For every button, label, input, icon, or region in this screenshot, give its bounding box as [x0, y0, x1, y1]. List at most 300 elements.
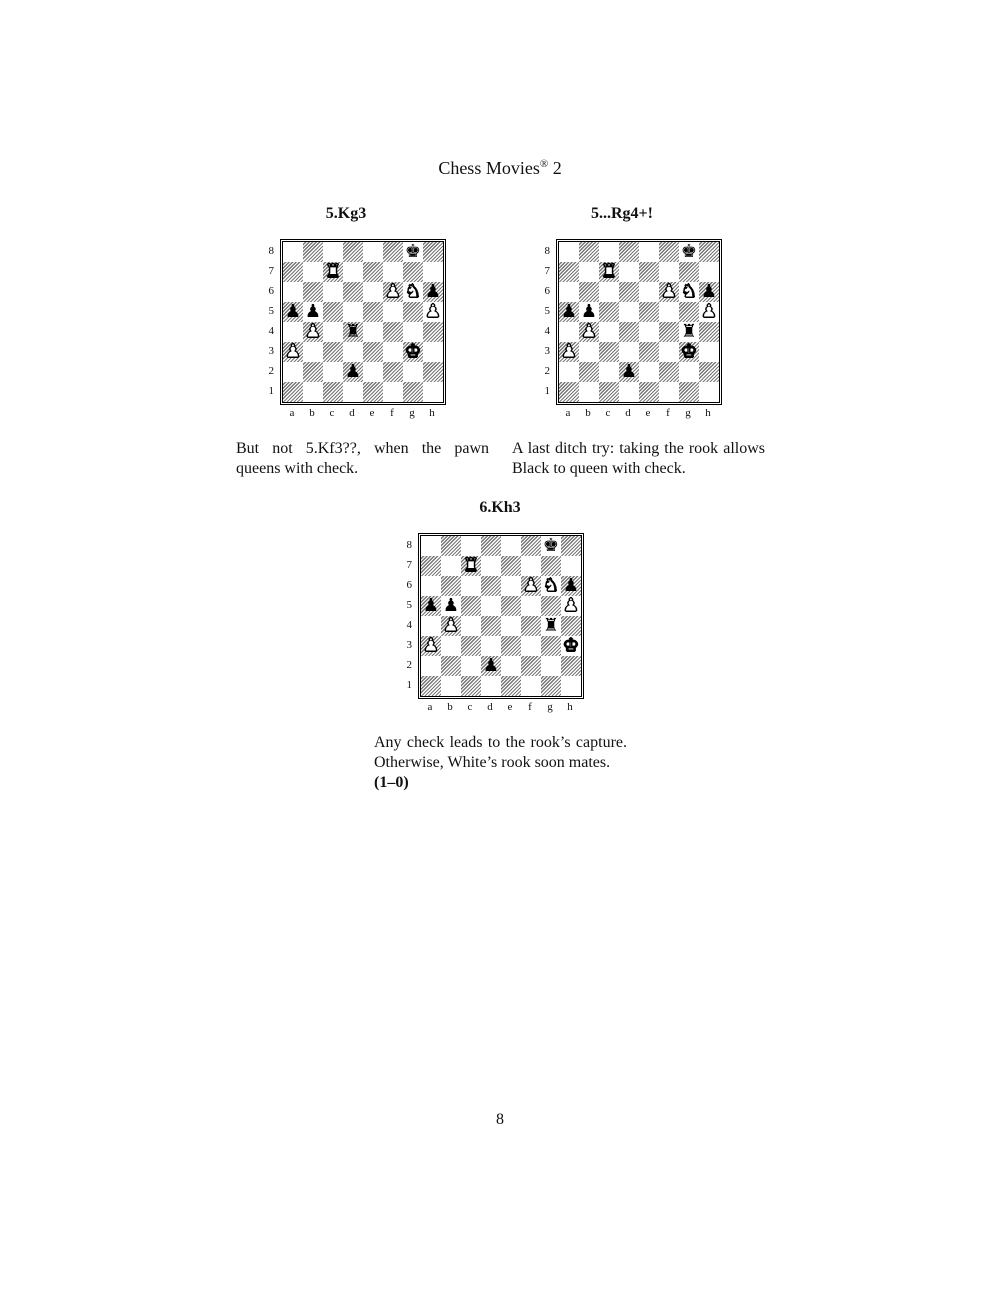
- square-g4: [679, 322, 699, 342]
- square-f8: [383, 242, 403, 262]
- white-pawn-icon: ♟: [580, 321, 598, 342]
- square-h5: [561, 596, 581, 616]
- square-g2: [541, 656, 561, 676]
- square-c8: [323, 242, 343, 262]
- white-rook-icon: ♜: [324, 261, 342, 282]
- rank-label: 6: [406, 579, 412, 591]
- square-a8: [421, 536, 441, 556]
- square-h5: [699, 302, 719, 322]
- square-g7: [403, 262, 423, 282]
- square-c2: [461, 656, 481, 676]
- square-h6: [423, 282, 443, 302]
- black-pawn-icon: ♟: [442, 595, 460, 616]
- rank-label: 2: [544, 365, 550, 377]
- square-e1: [639, 382, 659, 402]
- black-pawn-icon: ♟: [422, 595, 440, 616]
- rank-label: 2: [268, 365, 274, 377]
- registered-mark: ®: [539, 158, 549, 170]
- white-king-icon: ♚: [562, 635, 580, 656]
- file-label: e: [507, 701, 513, 713]
- square-h3: [699, 342, 719, 362]
- black-pawn-icon: ♟: [284, 301, 302, 322]
- square-d3: [481, 636, 501, 656]
- square-g6: [541, 576, 561, 596]
- square-b7: [579, 262, 599, 282]
- file-label: e: [645, 407, 651, 419]
- square-f3: [659, 342, 679, 362]
- white-pawn-icon: ♟: [562, 595, 580, 616]
- rank-label: 1: [544, 385, 550, 397]
- rank-label: 7: [406, 559, 412, 571]
- square-f1: [521, 676, 541, 696]
- square-g3: [403, 342, 423, 362]
- square-c3: [599, 342, 619, 362]
- white-pawn-icon: ♟: [522, 575, 540, 596]
- white-knight-icon: ♞: [542, 575, 560, 596]
- square-b6: [303, 282, 323, 302]
- square-b6: [579, 282, 599, 302]
- square-e2: [363, 362, 383, 382]
- diagram-comment: [236, 439, 489, 479]
- square-g8: [541, 536, 561, 556]
- square-c3: [323, 342, 343, 362]
- white-pawn-icon: ♟: [442, 615, 460, 636]
- square-a6: [283, 282, 303, 302]
- square-c1: [323, 382, 343, 402]
- file-labels: [282, 407, 442, 419]
- square-b3: [441, 636, 461, 656]
- square-d6: [481, 576, 501, 596]
- square-h1: [699, 382, 719, 402]
- square-h2: [423, 362, 443, 382]
- file-label: h: [429, 407, 435, 419]
- square-e2: [501, 656, 521, 676]
- square-h8: [699, 242, 719, 262]
- square-b1: [303, 382, 323, 402]
- square-e3: [639, 342, 659, 362]
- square-f2: [521, 656, 541, 676]
- file-label: f: [666, 407, 670, 419]
- white-knight-icon: ♞: [680, 281, 698, 302]
- square-e7: [501, 556, 521, 576]
- square-a5: [421, 596, 441, 616]
- diagram-caption: 6.Kh3: [479, 499, 521, 516]
- square-d3: [343, 342, 363, 362]
- file-label: c: [605, 407, 611, 419]
- white-rook-icon: ♜: [600, 261, 618, 282]
- square-g4: [403, 322, 423, 342]
- square-b5: [579, 302, 599, 322]
- square-e5: [639, 302, 659, 322]
- black-rook-icon: ♜: [680, 321, 698, 342]
- square-d7: [481, 556, 501, 576]
- square-h1: [423, 382, 443, 402]
- file-label: g: [685, 407, 691, 419]
- square-e5: [363, 302, 383, 322]
- square-g8: [403, 242, 423, 262]
- square-g1: [403, 382, 423, 402]
- rank-label: 3: [544, 345, 550, 357]
- square-a5: [283, 302, 303, 322]
- white-pawn-icon: ♟: [304, 321, 322, 342]
- square-f4: [521, 616, 541, 636]
- square-c5: [461, 596, 481, 616]
- page-number: 8: [496, 1111, 504, 1128]
- square-b3: [579, 342, 599, 362]
- square-e3: [501, 636, 521, 656]
- diagram-caption: 5.Kg3: [325, 205, 367, 222]
- square-c6: [461, 576, 481, 596]
- square-c8: [461, 536, 481, 556]
- file-label: a: [427, 701, 433, 713]
- black-pawn-icon: ♟: [562, 575, 580, 596]
- square-b4: [303, 322, 323, 342]
- square-h6: [699, 282, 719, 302]
- square-g4: [541, 616, 561, 636]
- square-b8: [579, 242, 599, 262]
- square-a1: [559, 382, 579, 402]
- file-label: b: [585, 407, 591, 419]
- white-king-icon: ♚: [680, 341, 698, 362]
- square-c1: [461, 676, 481, 696]
- square-b2: [579, 362, 599, 382]
- square-e4: [363, 322, 383, 342]
- rank-label: 7: [268, 265, 274, 277]
- file-label: g: [409, 407, 415, 419]
- square-g2: [403, 362, 423, 382]
- square-h4: [699, 322, 719, 342]
- square-d5: [619, 302, 639, 322]
- white-pawn-icon: ♟: [422, 635, 440, 656]
- square-d2: [481, 656, 501, 676]
- square-a8: [283, 242, 303, 262]
- black-pawn-icon: ♟: [560, 301, 578, 322]
- file-label: b: [447, 701, 453, 713]
- black-king-icon: ♚: [680, 241, 698, 262]
- square-a2: [283, 362, 303, 382]
- square-d5: [343, 302, 363, 322]
- square-g6: [679, 282, 699, 302]
- square-a3: [559, 342, 579, 362]
- square-b1: [579, 382, 599, 402]
- square-e7: [639, 262, 659, 282]
- square-e8: [501, 536, 521, 556]
- square-a5: [559, 302, 579, 322]
- file-label: g: [547, 701, 553, 713]
- square-e6: [363, 282, 383, 302]
- square-f3: [521, 636, 541, 656]
- square-f8: [521, 536, 541, 556]
- file-label: d: [625, 407, 631, 419]
- square-b8: [303, 242, 323, 262]
- black-pawn-icon: ♟: [304, 301, 322, 322]
- square-c5: [323, 302, 343, 322]
- rank-label: 6: [544, 285, 550, 297]
- square-d1: [343, 382, 363, 402]
- square-g5: [403, 302, 423, 322]
- white-pawn-icon: ♟: [284, 341, 302, 362]
- square-g3: [541, 636, 561, 656]
- diagram-comment: [512, 439, 765, 479]
- rank-labels: [260, 241, 274, 401]
- square-b7: [303, 262, 323, 282]
- square-e4: [639, 322, 659, 342]
- diagram-caption: 5...Rg4+!: [591, 205, 653, 222]
- square-a4: [559, 322, 579, 342]
- square-e6: [639, 282, 659, 302]
- file-label: h: [705, 407, 711, 419]
- chessboard-frame: [418, 533, 584, 699]
- square-h7: [561, 556, 581, 576]
- square-g8: [679, 242, 699, 262]
- square-f7: [383, 262, 403, 282]
- black-pawn-icon: ♟: [580, 301, 598, 322]
- white-rook-icon: ♜: [462, 555, 480, 576]
- square-c3: [461, 636, 481, 656]
- square-g7: [679, 262, 699, 282]
- square-d5: [481, 596, 501, 616]
- square-e8: [363, 242, 383, 262]
- rank-label: 1: [268, 385, 274, 397]
- square-a2: [559, 362, 579, 382]
- square-g6: [403, 282, 423, 302]
- white-pawn-icon: ♟: [384, 281, 402, 302]
- rank-label: 5: [268, 305, 274, 317]
- rank-label: 3: [406, 639, 412, 651]
- black-rook-icon: ♜: [344, 321, 362, 342]
- rank-label: 4: [544, 325, 550, 337]
- square-g2: [679, 362, 699, 382]
- square-a8: [559, 242, 579, 262]
- square-d1: [481, 676, 501, 696]
- square-f6: [521, 576, 541, 596]
- file-labels: [558, 407, 718, 419]
- square-g3: [679, 342, 699, 362]
- file-label: c: [467, 701, 473, 713]
- square-e8: [639, 242, 659, 262]
- square-d2: [619, 362, 639, 382]
- comment-text: Any check leads to the rook’s capture. Otherwise, White’s rook soon mates.: [374, 734, 627, 771]
- square-d6: [619, 282, 639, 302]
- square-b4: [579, 322, 599, 342]
- square-e5: [501, 596, 521, 616]
- square-c4: [323, 322, 343, 342]
- square-f6: [659, 282, 679, 302]
- square-d2: [343, 362, 363, 382]
- square-h3: [561, 636, 581, 656]
- rank-label: 8: [406, 539, 412, 551]
- square-d6: [343, 282, 363, 302]
- square-f5: [659, 302, 679, 322]
- square-a4: [421, 616, 441, 636]
- rank-label: 2: [406, 659, 412, 671]
- square-h7: [423, 262, 443, 282]
- square-d7: [343, 262, 363, 282]
- rank-label: 1: [406, 679, 412, 691]
- square-f1: [383, 382, 403, 402]
- file-label: f: [390, 407, 394, 419]
- square-c7: [461, 556, 481, 576]
- square-a3: [421, 636, 441, 656]
- square-b5: [441, 596, 461, 616]
- file-label: d: [487, 701, 493, 713]
- square-f8: [659, 242, 679, 262]
- diagram-3: [374, 499, 594, 719]
- rank-labels: [536, 241, 550, 401]
- file-label: a: [565, 407, 571, 419]
- square-g1: [541, 676, 561, 696]
- black-rook-icon: ♜: [542, 615, 560, 636]
- square-b6: [441, 576, 461, 596]
- rank-label: 3: [268, 345, 274, 357]
- square-a2: [421, 656, 441, 676]
- square-f2: [659, 362, 679, 382]
- square-f6: [383, 282, 403, 302]
- file-labels: [420, 701, 580, 713]
- rank-label: 5: [544, 305, 550, 317]
- square-d4: [343, 322, 363, 342]
- square-a7: [283, 262, 303, 282]
- square-e7: [363, 262, 383, 282]
- square-c4: [461, 616, 481, 636]
- square-a1: [421, 676, 441, 696]
- file-label: f: [528, 701, 532, 713]
- book-title: Chess Movies: [438, 158, 540, 178]
- square-e4: [501, 616, 521, 636]
- chessboard-frame: [280, 239, 446, 405]
- square-d8: [619, 242, 639, 262]
- square-d7: [619, 262, 639, 282]
- square-b2: [441, 656, 461, 676]
- square-h6: [561, 576, 581, 596]
- square-a6: [559, 282, 579, 302]
- black-pawn-icon: ♟: [344, 361, 362, 382]
- square-h7: [699, 262, 719, 282]
- rank-label: 6: [268, 285, 274, 297]
- file-label: h: [567, 701, 573, 713]
- square-a3: [283, 342, 303, 362]
- square-h2: [699, 362, 719, 382]
- rank-label: 5: [406, 599, 412, 611]
- white-pawn-icon: ♟: [700, 301, 718, 322]
- square-e6: [501, 576, 521, 596]
- black-pawn-icon: ♟: [482, 655, 500, 676]
- comment-text: But not 5.Kf3??, when the pawn queens with check.: [236, 440, 489, 477]
- square-e1: [363, 382, 383, 402]
- square-h3: [423, 342, 443, 362]
- square-f4: [383, 322, 403, 342]
- square-c6: [599, 282, 619, 302]
- square-a7: [421, 556, 441, 576]
- square-f5: [383, 302, 403, 322]
- square-g7: [541, 556, 561, 576]
- square-d3: [619, 342, 639, 362]
- square-f4: [659, 322, 679, 342]
- black-pawn-icon: ♟: [700, 281, 718, 302]
- rank-label: 4: [268, 325, 274, 337]
- square-h4: [423, 322, 443, 342]
- square-h4: [561, 616, 581, 636]
- white-pawn-icon: ♟: [560, 341, 578, 362]
- rank-labels: [398, 535, 412, 695]
- file-label: e: [369, 407, 375, 419]
- square-b5: [303, 302, 323, 322]
- square-g5: [541, 596, 561, 616]
- white-knight-icon: ♞: [404, 281, 422, 302]
- square-c4: [599, 322, 619, 342]
- black-king-icon: ♚: [404, 241, 422, 262]
- square-c1: [599, 382, 619, 402]
- square-b2: [303, 362, 323, 382]
- square-c6: [323, 282, 343, 302]
- square-a4: [283, 322, 303, 342]
- black-king-icon: ♚: [542, 535, 560, 556]
- square-d1: [619, 382, 639, 402]
- square-c2: [599, 362, 619, 382]
- square-f1: [659, 382, 679, 402]
- square-e3: [363, 342, 383, 362]
- file-label: b: [309, 407, 315, 419]
- white-pawn-icon: ♟: [660, 281, 678, 302]
- square-e2: [639, 362, 659, 382]
- chessboard-frame: [556, 239, 722, 405]
- square-d4: [619, 322, 639, 342]
- square-c7: [599, 262, 619, 282]
- square-g5: [679, 302, 699, 322]
- square-d8: [481, 536, 501, 556]
- square-c8: [599, 242, 619, 262]
- file-label: d: [349, 407, 355, 419]
- chessboard: [420, 535, 582, 697]
- diagram-comment: [374, 733, 627, 793]
- square-f7: [521, 556, 541, 576]
- volume-number: 2: [552, 158, 562, 178]
- black-pawn-icon: ♟: [620, 361, 638, 382]
- diagram-1: [236, 205, 456, 425]
- square-f3: [383, 342, 403, 362]
- square-f5: [521, 596, 541, 616]
- square-b7: [441, 556, 461, 576]
- rank-label: 7: [544, 265, 550, 277]
- square-g1: [679, 382, 699, 402]
- square-a7: [559, 262, 579, 282]
- white-pawn-icon: ♟: [424, 301, 442, 322]
- file-label: c: [329, 407, 335, 419]
- rank-label: 8: [544, 245, 550, 257]
- square-a1: [283, 382, 303, 402]
- square-a6: [421, 576, 441, 596]
- square-d8: [343, 242, 363, 262]
- square-c2: [323, 362, 343, 382]
- square-c7: [323, 262, 343, 282]
- rank-label: 8: [268, 245, 274, 257]
- page-header: [0, 158, 1000, 179]
- comment-text: A last ditch try: taking the rook allows Black to queen with check.: [512, 440, 765, 477]
- square-b8: [441, 536, 461, 556]
- diagram-2: [512, 205, 732, 425]
- chessboard: [282, 241, 444, 403]
- square-h2: [561, 656, 581, 676]
- chessboard: [558, 241, 720, 403]
- square-h5: [423, 302, 443, 322]
- square-h8: [561, 536, 581, 556]
- square-b4: [441, 616, 461, 636]
- square-d4: [481, 616, 501, 636]
- black-pawn-icon: ♟: [424, 281, 442, 302]
- square-e1: [501, 676, 521, 696]
- rank-label: 4: [406, 619, 412, 631]
- square-f7: [659, 262, 679, 282]
